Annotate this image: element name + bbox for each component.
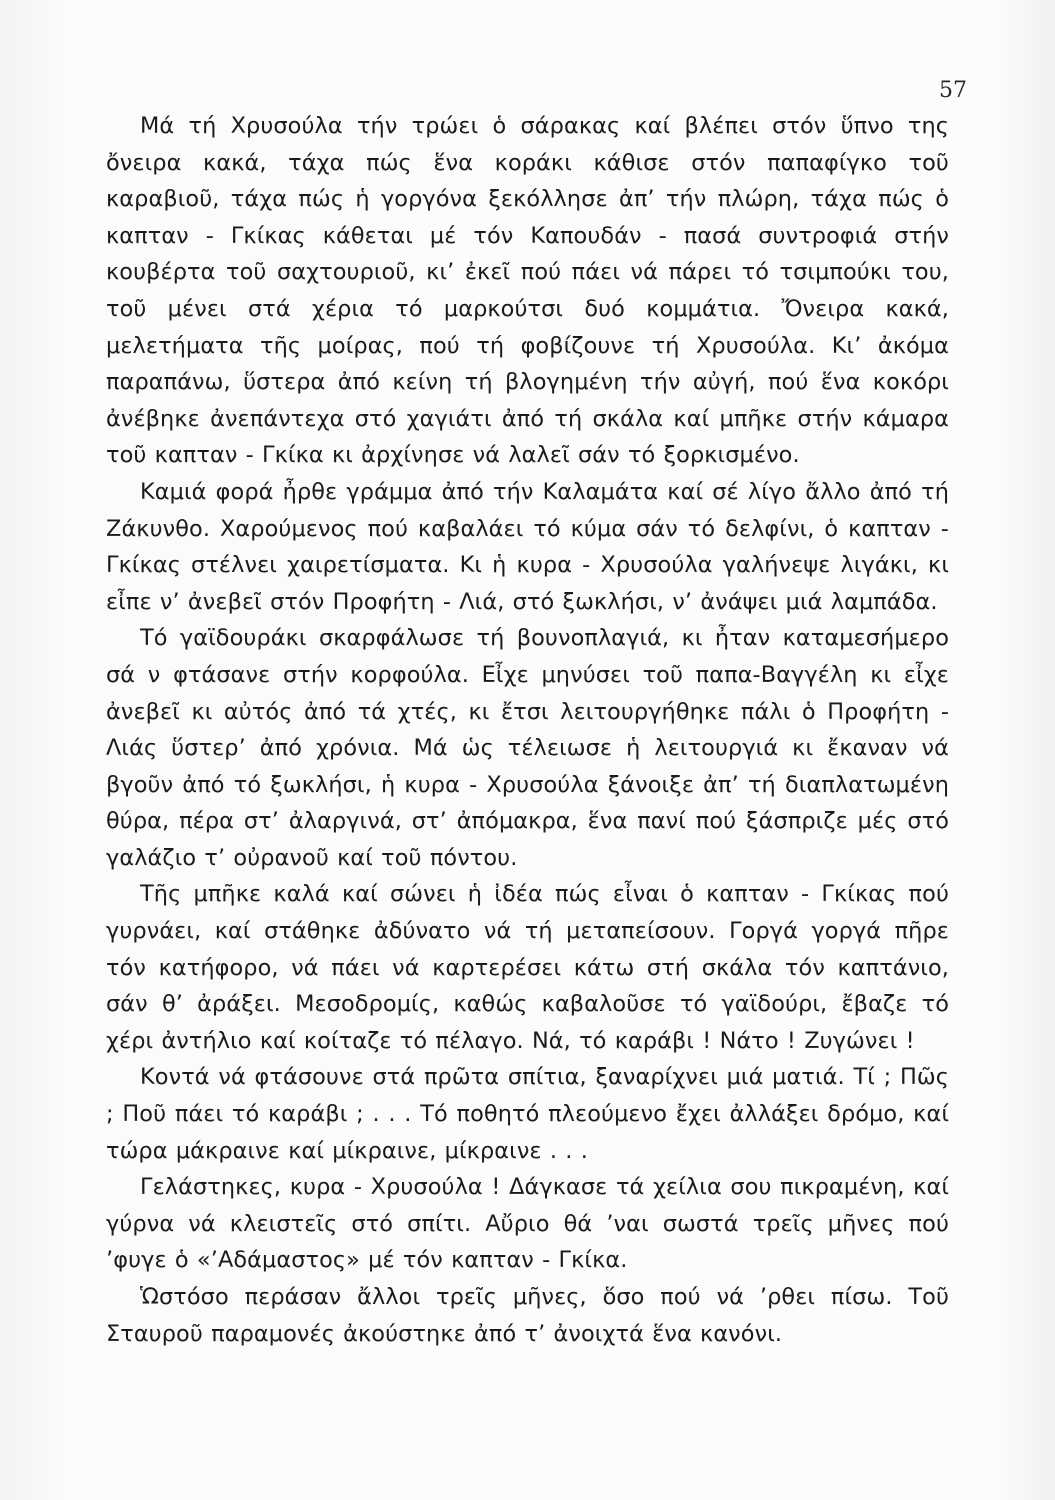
body-text (106, 108, 949, 1352)
paragraph-7: Ὡστόσο περάσαν ἄλλοι τρεῖς μῆνες, ὅσο πού νά ’ρθει πίσω. Τοῦ Σταυροῦ παραμονές ἀκούστηκε ἀπό τ’ ἀνοιχτά ἕνα κανόνι. (106, 1284, 949, 1347)
paragraph-3: Τό γαϊδουράκι σκαρφάλωσε τή βουνοπλαγιά, κι ἦταν καταμεσήμερο σά ν φτάσανε στήν κορφούλα. Εἶχε μηνύσει τοῦ παπα-Βαγγέλη κι εἶχε ἀνεβεῖ κι αὐτός ἀπό τά χτές, κι ἔτσι λειτουργήθηκε πάλι ὁ Προφήτη - Λιάς ὕστερ’ ἀπό χρόνια. Μά ὡς τέλειωσε ἡ λειτουργιά κι ἔκαναν νά βγοῦν ἀπό τό ξωκλήσι, ἡ κυρα - Χρυσούλα ξάνοιξε ἀπ’ τή διαπλατωμένη θύρα, πέρα στ’ ἀλαργινά, στ’ ἀπόμακρα, ἕνα πανί πού ξάσπριζε μές στό γαλάζιο τ’ οὐρανοῦ καί τοῦ πόντου. (106, 625, 949, 871)
paragraph-6: Γελάστηκες, κυρα - Χρυσούλα ! Δάγκασε τά χείλια σου πικραμένη, καί γύρνα νά κλειστεῖς στό σπίτι. Αὔριο θά ’ναι σωστά τρεῖς μῆνες πού ’φυγε ὁ «’Αδάμαστος» μέ τόν καπταν - Γκίκα. (106, 1174, 949, 1274)
paragraph-2: Καμιά φορά ἦρθε γράμμα ἀπό τήν Καλαμάτα καί σέ λίγο ἄλλο ἀπό τή Ζάκυνθο. Χαρούμενος πού καβαλάει τό κύμα σάν τό δελφίνι, ὁ καπταν - Γκίκας στέλνει χαιρετίσματα. Κι ἡ κυρα - Χρυσούλα γαλήνεψε λιγάκι, κι εἶπε ν’ ἀνεβεῖ στόν Προφήτη - Λιά, στό ξωκλήσι, ν’ ἀνάψει μιά λαμπάδα. (106, 478, 949, 615)
paragraph-1: Μά τή Χρυσούλα τήν τρώει ὁ σάρακας καί βλέπει στόν ὕπνο της ὄνειρα κακά, τάχα πώς ἕνα κοράκι κάθισε στόν παπαφίγκο τοῦ καραβιοῦ, τάχα πώς ἡ γοργόνα ξεκόλλησε ἀπ’ τήν πλώρη, τάχα πώς ὁ καπταν - Γκίκας κάθεται μέ τόν Καπουδάν - πασά συντροφιά στήν κουβέρτα τοῦ σαχτουριοῦ, κι’ ἐκεῖ πού πάει νά πάρει τό τσιμπούκι του, τοῦ μένει στά χέρια τό μαρκούτσι δυό κομμάτια. Ὄνειρα κακά, μελετήματα τῆς μοίρας, πού τή φοβίζουνε τή Χρυσούλα. Κι’ ἀκόμα παραπάνω, ὕστερα ἀπό κείνη τή βλογημένη τήν αὐγή, πού ἕνα κοκόρι ἀνέβηκε ἀνεπάντεχα στό χαγιάτι ἀπό τή σκάλα καί μπῆκε στήν κάμαρα τοῦ καπταν - Γκίκα κι ἀρχίνησε νά λαλεῖ σάν τό ξορκισμένο. (106, 113, 949, 469)
page-number: 57 (939, 78, 967, 103)
paragraph-4: Τῆς μπῆκε καλά καί σώνει ἡ ἰδέα πώς εἶναι ὁ καπταν - Γκίκας πού γυρνάει, καί στάθηκε ἀδύνατο νά τή μεταπείσουν. Γοργά γοργά πῆρε τόν κατήφορο, νά πάει νά καρτερέσει κάτω στή σκάλα τόν καπτάνιο, σάν θ’ ἀράξει. Μεσοδρομίς, καθώς καβαλοῦσε τό γαϊδούρι, ἔβαζε τό χέρι ἀντήλιο καί κοίταζε τό πέλαγο. Νά, τό καράβι ! Νάτο ! Ζυγώνει ! (106, 881, 949, 1054)
paragraph-5: Κοντά νά φτάσουνε στά πρῶτα σπίτια, ξαναρίχνει μιά ματιά. Τί ; Πῶς ; Ποῦ πάει τό καράβι ; . . . Τό ποθητό πλεούμενο ἔχει ἀλλάξει δρόμο, καί τώρα μάκραινε καί μίκραινε, μίκραινε . . . (106, 1064, 949, 1164)
